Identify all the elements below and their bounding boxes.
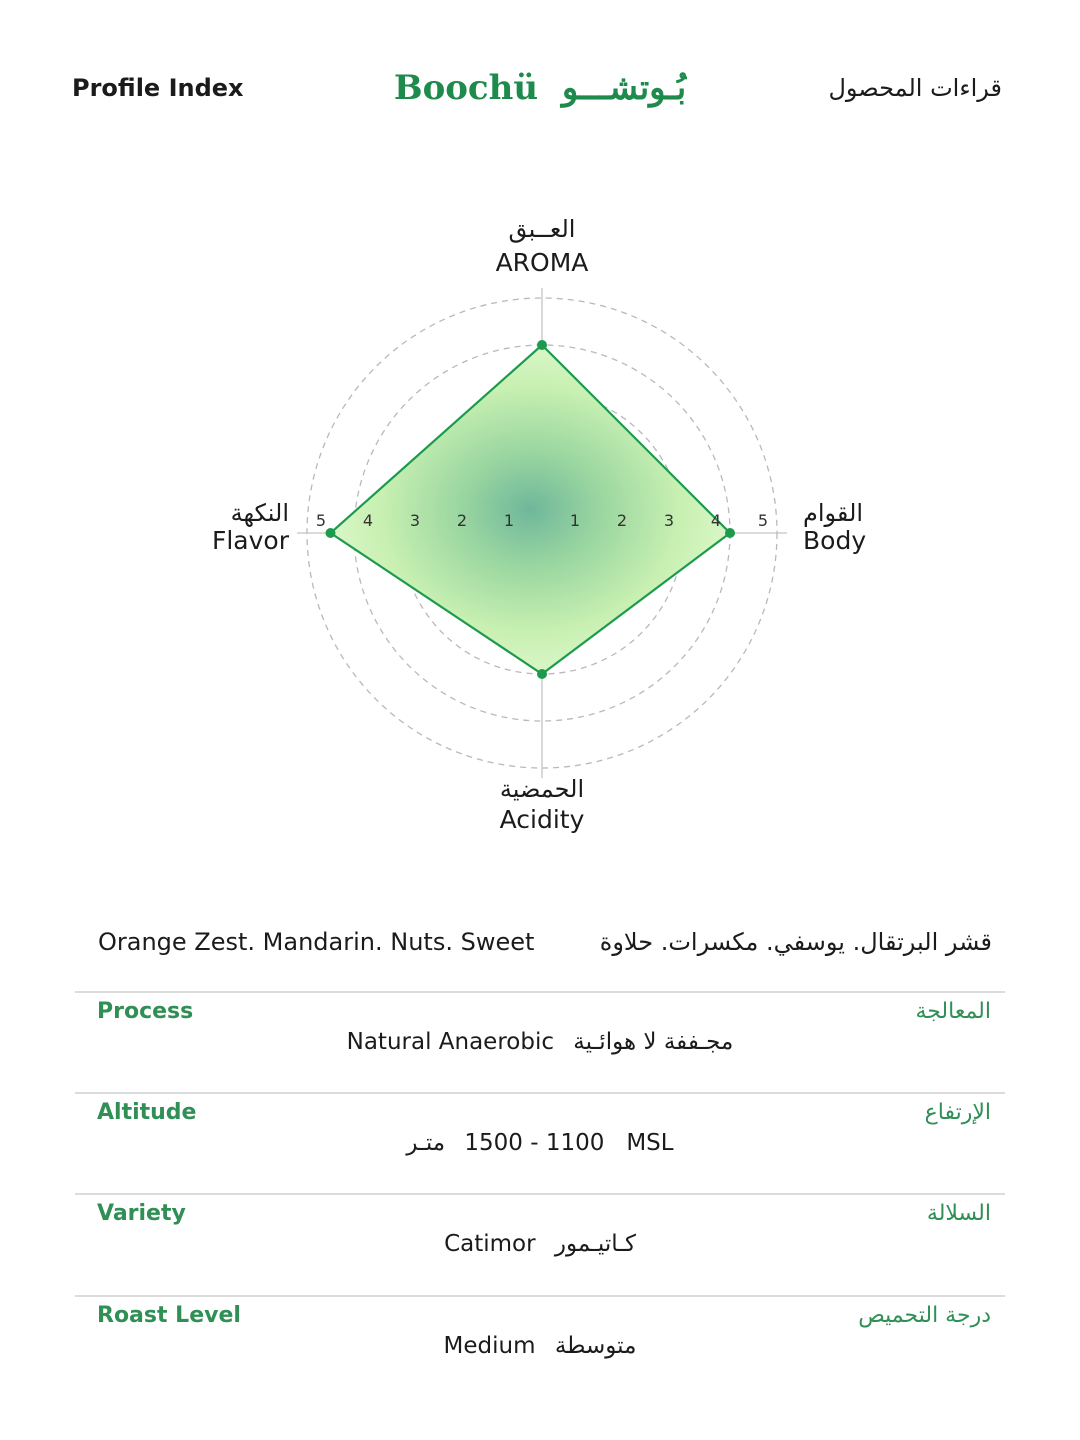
axis-label-body-ar: القوام xyxy=(803,499,864,527)
axis-label-flavor-en: Flavor xyxy=(211,526,289,555)
tasting-notes-en: Orange Zest. Mandarin. Nuts. Sweet xyxy=(98,928,535,956)
altitude-value-en: 1500 - 1100 MSL xyxy=(464,1130,674,1156)
data-point-flavor xyxy=(326,528,336,538)
tasting-notes-ar: قشر البرتقال. يوسفي. مكسرات. حلاوة xyxy=(599,928,992,956)
variety-value xyxy=(75,1231,1005,1257)
process-value-en: Natural Anaerobic xyxy=(346,1029,554,1055)
variety-value-en: Catimor xyxy=(444,1231,536,1257)
data-point-acidity xyxy=(537,669,547,679)
series-area xyxy=(331,345,731,674)
altitude-row xyxy=(75,1092,1005,1194)
radar-chart xyxy=(0,200,1080,860)
harvest-readings-label: قراءات المحصول xyxy=(828,74,1002,102)
variety-label-ar: السلالة xyxy=(926,1201,991,1226)
roast-level-value xyxy=(75,1333,1005,1359)
tick-label-left-4: 4 xyxy=(362,511,374,530)
roast-level-value-ar: متوسطة xyxy=(554,1333,637,1359)
variety-value-ar: كـاتيـمور xyxy=(554,1231,636,1257)
process-value-ar: مجـففة لا هوائـية xyxy=(573,1029,734,1055)
process-row xyxy=(75,991,1005,1093)
tasting-notes xyxy=(98,928,992,968)
roast-level-value-en: Medium xyxy=(443,1333,536,1359)
altitude-label-en: Altitude xyxy=(97,1100,197,1125)
variety-label-en: Variety xyxy=(97,1201,186,1226)
tick-label-left-3: 3 xyxy=(409,511,421,530)
variety-row xyxy=(75,1193,1005,1295)
tick-label-left-2: 2 xyxy=(456,511,468,530)
axis-label-body-en: Body xyxy=(803,526,867,555)
altitude-value-ar: متـر xyxy=(406,1130,446,1156)
axis-label-acidity-en: Acidity xyxy=(499,805,585,834)
axis-label-acidity-ar: الحمضية xyxy=(499,775,585,803)
tick-label-right-2: 2 xyxy=(616,511,628,530)
tick-label-left-1: 1 xyxy=(503,511,515,530)
altitude-value xyxy=(75,1130,1005,1156)
process-label-ar: المعالجة xyxy=(915,999,991,1024)
tick-label-right-5: 5 xyxy=(757,511,769,530)
tick-label-right-3: 3 xyxy=(663,511,675,530)
process-value xyxy=(75,1029,1005,1055)
altitude-label-ar: الإرتفاع xyxy=(924,1100,991,1125)
roast-level-row xyxy=(75,1295,1005,1397)
brand-name-ar: بُـوتشـــو xyxy=(561,68,687,108)
tick-label-right-4: 4 xyxy=(710,511,722,530)
axis-label-aroma-ar: العــبق xyxy=(508,215,576,243)
header xyxy=(0,62,1080,122)
radar-series xyxy=(326,340,736,679)
data-point-body xyxy=(725,528,735,538)
data-point-aroma xyxy=(537,340,547,350)
axis-label-flavor-ar: النكهة xyxy=(230,499,289,527)
tick-label-right-1: 1 xyxy=(569,511,581,530)
roast-level-label-ar: درجة التحميص xyxy=(858,1303,991,1328)
axis-label-aroma-en: AROMA xyxy=(495,248,589,277)
process-label-en: Process xyxy=(97,999,194,1024)
brand-name-en: Boochü xyxy=(393,68,539,108)
roast-level-label-en: Roast Level xyxy=(97,1303,241,1328)
tick-label-left-5: 5 xyxy=(315,511,327,530)
profile-index-label: Profile Index xyxy=(72,74,244,102)
